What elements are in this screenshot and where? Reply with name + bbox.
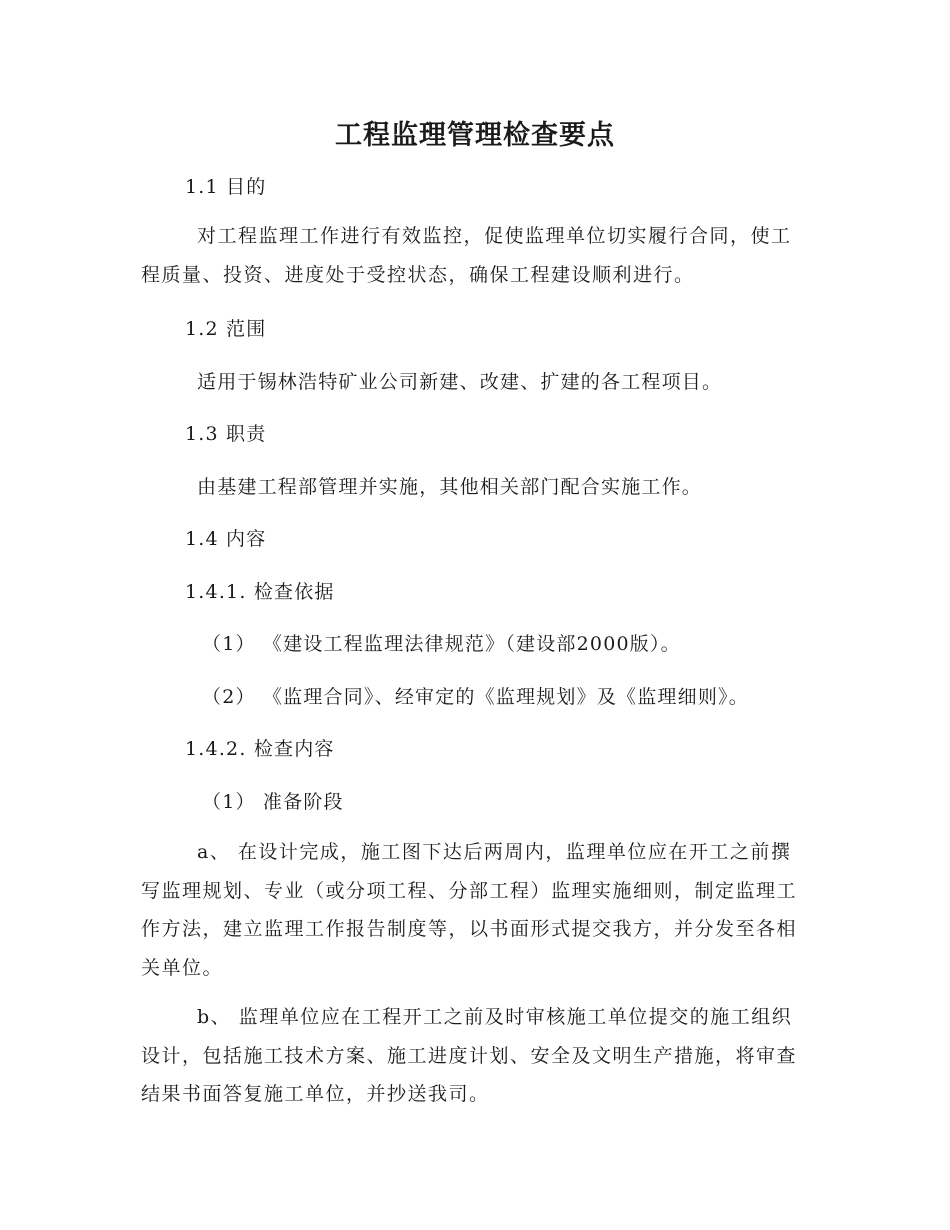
section-heading-1-1: 1.1 目的: [185, 176, 267, 198]
section-heading-1-4-2: 1.4.2. 检查内容: [185, 738, 335, 760]
basis-item-1: （1） 《建设工程监理法律规范》（建设部2000版）。: [202, 633, 681, 655]
section-heading-1-3: 1.3 职责: [185, 423, 267, 445]
basis-item-2: （2） 《监理合同》、经审定的《监理规划》及《监理细则》。: [202, 686, 749, 708]
section-heading-1-2: 1.2 范围: [185, 318, 267, 340]
paragraph-scope: 适用于锡林浩特矿业公司新建、改建、扩建的各工程项目。: [197, 371, 723, 393]
list-item-a: a、 在设计完成，施工图下达后两周内，监理单位应在开工之前撰写监理规划、专业（或分项工程、分部工程）监理实施细则，制定监理工作方法，建立监理工作报告制度等，以书面形式提交我方，并分发至各相关单位。: [141, 841, 798, 979]
stage-heading-preparation: （1） 准备阶段: [202, 791, 344, 813]
section-heading-1-4-1: 1.4.1. 检查依据: [185, 581, 335, 603]
list-item-b: b、 监理单位应在工程开工之前及时审核施工单位提交的施工组织设计，包括施工技术方案、施工进度计划、安全及文明生产措施，将审查结果书面答复施工单位，并抄送我司。: [141, 1006, 798, 1105]
paragraph-purpose: 对工程监理工作进行有效监控，促使监理单位切实履行合同，使工程质量、投资、进度处于受控状态，确保工程建设顺利进行。: [141, 225, 792, 286]
document-title: 工程监理管理检查要点: [335, 120, 615, 151]
section-heading-1-4: 1.4 内容: [185, 528, 267, 550]
paragraph-responsibility: 由基建工程部管理并实施，其他相关部门配合实施工作。: [197, 476, 703, 498]
